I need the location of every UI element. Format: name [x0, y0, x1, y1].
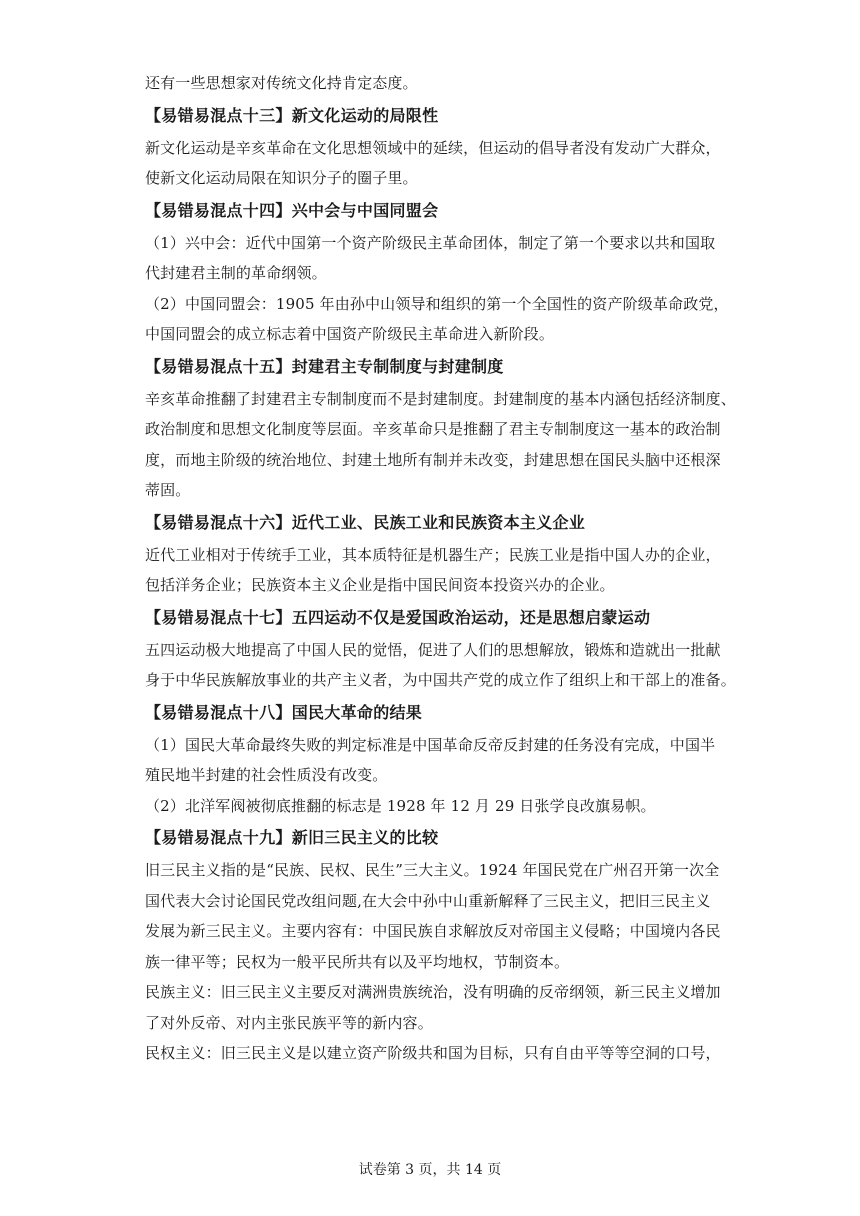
paragraph-line: 包括洋务企业；民族资本主义企业是指中国民间资本投资兴办的企业。 [145, 576, 615, 594]
section-heading: 【易错易混点十九】新旧三民主义的比较 [145, 828, 439, 847]
section-heading: 【易错易混点十六】近代工业、民族工业和民族资本主义企业 [145, 512, 586, 532]
section-heading: 【易错易混点十八】国民大革命的结果 [145, 702, 423, 722]
section-heading: 【易错易混点十五】封建君主专制制度与封建制度 [145, 356, 504, 376]
paragraph-line: 发展为新三民主义。主要内容有：中国民族自求解放反对帝国主义侵略；中国境内各民 [145, 922, 721, 940]
paragraph-line: 蒂固。 [145, 481, 191, 499]
paragraph-line: 民族主义：旧三民主义主要反对满洲贵族统治，没有明确的反帝纲领，新三民主义增加 [145, 983, 721, 1001]
section-heading: 【易错易混点十七】五四运动不仅是爱国政治运动，还是思想启蒙运动 [145, 607, 651, 627]
paragraph-line: （2）中国同盟会：1905 年由孙中山领导和组织的第一个全国性的资产阶级革命政党， [145, 294, 729, 313]
paragraph-line: （1）国民大革命最终失败的判定标准是中国革命反帝反封建的任务没有完成，中国半 [145, 735, 716, 754]
paragraph-line: 身于中华民族解放事业的共产主义者，为中国共产党的成立作了组织上和干部上的准备。 [145, 671, 736, 689]
document-body [145, 68, 736, 1069]
paragraph-line: 新文化运动是辛亥革命在文化思想领域中的延续，但运动的倡导者没有发动广大群众， [145, 138, 721, 157]
paragraph-line: 辛亥革命推翻了封建君主专制制度而不是封建制度。封建制度的基本内涵包括经济制度、 [145, 389, 736, 408]
page-footer: 试卷第 3 页，共 14 页 [358, 1162, 502, 1178]
section-heading: 【易错易混点十三】新文化运动的局限性 [145, 105, 439, 125]
paragraph-line: 代封建君主制的革命纲领。 [145, 264, 327, 282]
paragraph-line: 度，而地主阶级的统治地位、封建土地所有制并未改变，封建思想在国民头脑中还根深 [145, 450, 721, 469]
paragraph-line: （2）北洋军阀被彻底推翻的标志是 1928 年 12 月 29 日张学良改旗易帜。 [145, 796, 656, 815]
paragraph-line: 旧三民主义指的是“民族、民权、民生”三大主义。1924 年国民党在广州召开第一次全 [145, 861, 720, 879]
paragraph-line: 近代工业相对于传统手工业，其本质特征是机器生产；民族工业是指中国人办的企业， [145, 545, 721, 564]
paragraph-line: （1）兴中会：近代中国第一个资产阶级民主革命团体，制定了第一个要求以共和国取 [145, 233, 716, 252]
paragraph-line: 民权主义：旧三民主义是以建立资产阶级共和国为目标，只有自由平等等空洞的口号， [145, 1044, 721, 1062]
paragraph-line: 殖民地半封建的社会性质没有改变。 [145, 766, 388, 784]
paragraph-line: 还有一些思想家对传统文化持肯定态度。 [145, 74, 418, 92]
paragraph-line: 族一律平等；民权为一般平民所共有以及平均地权，节制资本。 [145, 952, 570, 971]
paragraph-line: 五四运动极大地提高了中国人民的觉悟，促进了人们的思想解放，锻炼和造就出一批献 [145, 640, 721, 659]
paragraph-line: 中国同盟会的成立标志着中国资产阶级民主革命进入新阶段。 [145, 325, 555, 343]
paragraph-line: 国代表大会讨论国民党改组问题,在大会中孙中山重新解释了三民主义，把旧三民主义 [145, 891, 711, 910]
paragraph-line: 政治制度和思想文化制度等层面。辛亥革命只是推翻了君主专制制度这一基本的政治制 [145, 420, 721, 438]
paragraph-line: 使新文化运动局限在知识分子的圈子里。 [145, 169, 418, 187]
section-heading: 【易错易混点十四】兴中会与中国同盟会 [145, 200, 439, 220]
paragraph-line: 了对外反帝、对内主张民族平等的新内容。 [145, 1013, 433, 1032]
